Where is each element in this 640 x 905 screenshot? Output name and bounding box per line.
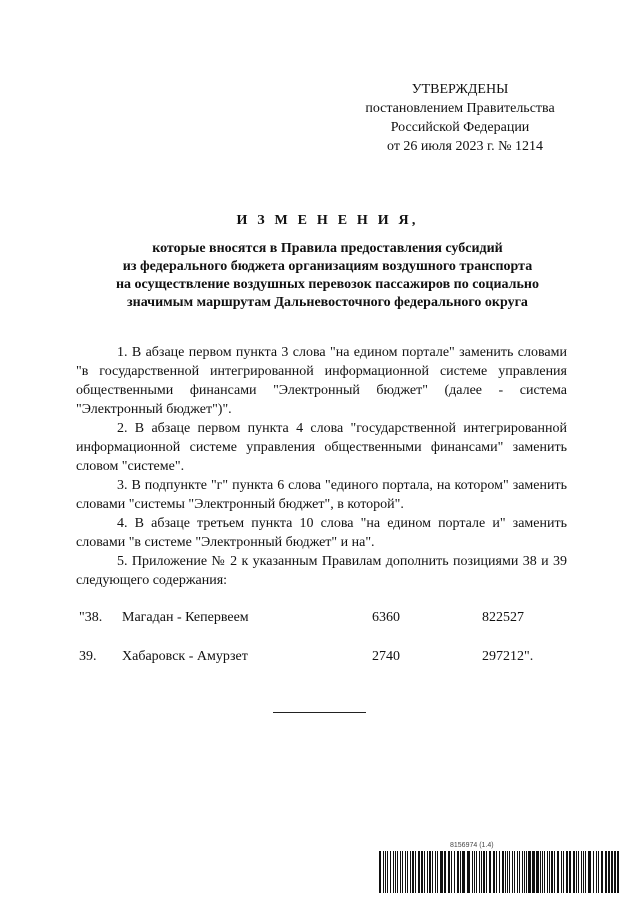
row-number: 39.	[79, 649, 97, 664]
barcode-bar	[412, 851, 414, 893]
end-divider	[273, 712, 366, 713]
barcode-bar	[435, 851, 436, 893]
barcode-bar	[601, 851, 603, 893]
barcode-bar	[400, 851, 401, 893]
barcode-bar	[512, 851, 513, 893]
barcode-bar	[385, 851, 386, 893]
barcode-bar	[617, 851, 619, 893]
barcode-bar	[460, 851, 461, 893]
barcode-bar	[509, 851, 510, 893]
barcode-bar	[402, 851, 403, 893]
barcode-bar	[557, 851, 559, 893]
barcode-bar	[489, 851, 491, 893]
barcode-bar	[499, 851, 500, 893]
barcode-bar	[605, 851, 607, 893]
barcode-bar	[563, 851, 564, 893]
barcode-bar	[566, 851, 568, 893]
barcode-bar	[507, 851, 508, 893]
heading-line-1: которые вносятся в Правила предоставления субсидий	[152, 241, 503, 256]
route-name: Хабаровск - Амурзет	[122, 649, 248, 664]
barcode-bar	[526, 851, 527, 893]
barcode-bar	[549, 851, 550, 893]
barcode-bar	[596, 851, 597, 893]
barcode-bar	[547, 851, 548, 893]
barcode-bar	[573, 851, 575, 893]
barcode-bar	[437, 851, 438, 893]
table-row	[76, 647, 567, 686]
paragraph-1: 1. В абзаце первом пункта 3 слова "на едином портале" заменить словами "в государственной интегрированной информационной системе управления общественными финансами "Электронный бюджет" (далее - система "Электронный бюджет")".	[76, 345, 567, 417]
barcode-bar	[467, 851, 470, 893]
approval-line-2: Российской Федерации	[390, 120, 530, 135]
barcode-image	[379, 851, 622, 893]
barcode-bar	[390, 851, 391, 893]
approval-title: УТВЕРЖДЕНЫ	[411, 82, 509, 97]
barcode-bar	[505, 851, 506, 893]
amendments-body	[76, 343, 567, 590]
barcode-bar	[517, 851, 518, 893]
barcode-bar	[444, 851, 446, 893]
barcode-bar	[585, 851, 586, 893]
barcode-bar	[462, 851, 465, 893]
barcode-bar	[536, 851, 539, 893]
barcode-bar	[598, 851, 599, 893]
barcode-bar	[542, 851, 543, 893]
barcode-bar	[528, 851, 531, 893]
barcode-bar	[576, 851, 577, 893]
paragraph-4: 4. В абзаце третьем пункта 10 слова "на едином портале и" заменить словами "в системе "Электронный бюджет" и на".	[76, 516, 567, 550]
barcode-bar	[395, 851, 396, 893]
document-heading	[80, 212, 575, 312]
barcode-bar	[440, 851, 443, 893]
barcode-bar	[583, 851, 584, 893]
barcode-bar	[522, 851, 523, 893]
barcode-bar	[532, 851, 535, 893]
barcode-bar	[451, 851, 452, 893]
routes-table	[76, 608, 567, 686]
barcode-bar	[502, 851, 504, 893]
barcode-bar	[514, 851, 515, 893]
value-a: 6360	[372, 610, 400, 625]
barcode-bar	[554, 851, 555, 893]
barcode-bar	[474, 851, 475, 893]
approval-date: от 26 июля 2023 г. № 1214	[387, 139, 543, 154]
barcode-bar	[457, 851, 459, 893]
barcode-bar	[429, 851, 431, 893]
barcode-bar	[481, 851, 482, 893]
approval-line-1: постановлением Правительства	[365, 101, 555, 116]
barcode-bar	[561, 851, 562, 893]
barcode-bar	[432, 851, 433, 893]
barcode-bar	[544, 851, 545, 893]
barcode-bar	[448, 851, 450, 893]
approval-stamp	[340, 80, 580, 156]
barcode-bar	[611, 851, 613, 893]
table-row	[76, 608, 567, 647]
barcode-bar	[454, 851, 455, 893]
paragraph-2: 2. В абзаце первом пункта 4 слова "государственной интегрированной информационной системе управления общественными финансами" заменить словом "системе".	[76, 421, 567, 474]
barcode-bar	[415, 851, 416, 893]
value-a: 2740	[372, 649, 400, 664]
barcode-bar	[407, 851, 408, 893]
barcode-bar	[593, 851, 594, 893]
barcode-bar	[393, 851, 394, 893]
barcode-bar	[578, 851, 579, 893]
heading-line-3: на осуществление воздушных перевозок пассажиров по социально	[115, 277, 539, 292]
barcode-bar	[410, 851, 411, 893]
barcode-bar	[581, 851, 582, 893]
barcode-bar	[519, 851, 520, 893]
barcode-bar	[405, 851, 406, 893]
barcode-bar	[540, 851, 541, 893]
heading-line-4: значимым маршрутам Дальневосточного федерального округа	[127, 295, 528, 310]
value-b: 822527	[482, 610, 524, 625]
barcode-bar	[551, 851, 553, 893]
barcode-bar	[483, 851, 485, 893]
barcode-bar	[486, 851, 487, 893]
heading-line-2: из федерального бюджета организациям воздушного транспорта	[122, 259, 533, 274]
value-b: 297212".	[482, 649, 534, 664]
barcode-bar	[588, 851, 591, 893]
barcode-bar	[424, 851, 425, 893]
barcode-bar	[472, 851, 473, 893]
barcode-bar	[524, 851, 525, 893]
route-name: Магадан - Кепервеем	[122, 610, 249, 625]
barcode-bar	[418, 851, 420, 893]
barcode-bar	[397, 851, 398, 893]
barcode-bar	[383, 851, 384, 893]
row-number: "38.	[79, 610, 103, 625]
barcode-bar	[479, 851, 480, 893]
barcode-label: 8156974 (1.4)	[450, 842, 494, 849]
paragraph-3: 3. В подпункте "г" пункта 6 слова "единого портала, на котором" заменить словами "системы "Электронный бюджет", в которой".	[76, 478, 567, 512]
barcode-bar	[614, 851, 616, 893]
barcode-bar	[493, 851, 495, 893]
barcode-bar	[427, 851, 428, 893]
barcode-bar	[608, 851, 610, 893]
barcode-bar	[387, 851, 388, 893]
barcode-bar	[476, 851, 477, 893]
paragraph-5: 5. Приложение № 2 к указанным Правилам дополнить позициями 38 и 39 следующего содержания:	[76, 554, 567, 588]
barcode-bar	[569, 851, 571, 893]
barcode-bar	[379, 851, 381, 893]
barcode-bar	[421, 851, 423, 893]
document-title: И З М Е Н Е Н И Я,	[236, 213, 419, 228]
barcode-bar	[496, 851, 497, 893]
